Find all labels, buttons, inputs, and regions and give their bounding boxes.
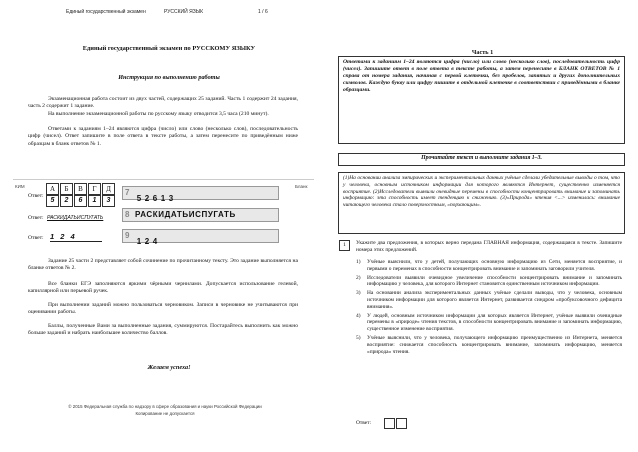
reading-text: (1)На основании анализа эмпирических и экспериментальных данных учёные сделали убедительные выводы о том, что у человека, основным источником информации для которого являются Интернет, существенно изменяется восприятие. (2)Исследователи выявили очевидные перемены в способности концентрировать внимание и запоминать информацию: эта способность имеет тенденцию к снижению. (3)«Природа» чтения <...> изменилась: внимание читающего человека стало поверхностным, «порхающим».: [343, 175, 620, 209]
row-digit: 2: [144, 194, 150, 203]
row-digit: 5: [136, 194, 142, 203]
instruction-paragraph-3: Ответами к заданиям 1–24 являются цифра (число) или слово (несколько слов), последовательность цифр (чисел). Ответ запишите в поле ответа в тексте работы, а затем перенесите по приведённым ниже образцам в бланк ответов № 1.: [28, 126, 298, 147]
row-digit: 4: [152, 237, 158, 246]
footer-copyright: © 2015 Федеральная служба по надзору в сфере образования и науки Российской Федерации: [68, 404, 262, 409]
part-instructions-box: [338, 56, 625, 144]
answer-value-3: 1 2 4: [50, 232, 102, 242]
letter-cell: В: [74, 183, 87, 195]
instruction-paragraph-1: Экзаменационная работа состоит из двух частей, содержащих 25 заданий. Часть 1 содержит 24 задания, часть 2 содержит 1 задание.: [28, 96, 298, 110]
option-2: 2) Исследователи выявили очевидное увеличение способности концентрировать внимание и запоминать информацию у человека, для которого Интернет становится единственным источником информации.: [356, 274, 622, 288]
answer-cell: 6: [74, 195, 87, 207]
task-number: 1: [339, 240, 350, 251]
row-digit: 1: [160, 194, 166, 203]
footer-no-copy: Копирование не допускается: [135, 411, 195, 416]
answer-cells-row: [46, 189, 116, 207]
answer-field[interactable]: [384, 416, 407, 434]
row-digit: 3: [168, 194, 174, 203]
header-subject: РУССКИЙ ЯЗЫК: [164, 9, 204, 15]
options-list: [356, 259, 622, 355]
row-number: 7: [125, 188, 130, 197]
read-task-box: [338, 153, 625, 166]
row-text: РАСКИДАТЬИСПУГАТЬ: [135, 210, 236, 219]
part-instructions: Ответами к заданиям 1–24 являются цифра (число) или слово (несколько слов), последовательность цифр (чисел). Запишите ответ в поле ответа в тексте работы, а затем перенесите в БЛАНК ОТВЕТОВ № 1 справа от номера задания, начиная с первой клеточки, без пробелов, запятых и других дополнительных символов. Каждую букву или цифру пишите в отдельной клеточке в соответствии с приведёнными в бланке образцами.: [343, 59, 620, 94]
letter-cell: А: [46, 183, 59, 195]
page-title: Единый государственный экзамен по РУССКОМУ ЯЗЫКУ: [82, 45, 256, 52]
row-digit: 1: [136, 237, 142, 246]
row-digits: [135, 188, 175, 206]
instruction-paragraph-2: На выполнение экзаменационной работы по русскому языку отводится 3,5 часа (210 минут).: [48, 111, 269, 117]
option-3: 3) На основании анализа экспериментальных данных учёные сделали выводы, что у человека, основным источником информации для которого является Интернет, развивается синдром «пробуксовочного дефицита внимания».: [356, 290, 622, 310]
header-exam-name: Единый государственный экзамен: [66, 9, 146, 15]
kim-label: КИМ: [15, 184, 25, 189]
blank-row-3: [122, 229, 279, 246]
letter-cell: Б: [60, 183, 73, 195]
read-task: Прочитайте текст и выполните задания 1–3.: [421, 155, 542, 161]
letter-cell: Г: [88, 183, 101, 195]
answer-value-2: РАСКИДАТЬИСПУГАТЬ: [47, 215, 104, 221]
blank-label: Бланк: [295, 184, 308, 189]
instruction-paragraph-6: При выполнении заданий можно пользоваться черновиком. Записи в черновике не учитываются при оценивании работы.: [28, 302, 298, 316]
answer-label-3: Ответ:: [28, 235, 44, 241]
reading-text-box: [338, 172, 625, 234]
answer-cell[interactable]: [384, 418, 395, 429]
instruction-paragraph-5: Все бланки ЕГЭ заполняются яркими чёрными чернилами. Допускается использование гелевой, капиллярной или перьевой ручек.: [28, 281, 298, 295]
blank-row-2: [122, 208, 279, 222]
good-luck-text: Желаем успеха!: [147, 364, 191, 371]
answer-cell: 2: [60, 195, 73, 207]
instruction-paragraph-7: Баллы, полученные Вами за выполненные задания, суммируются. Постарайтесь выполнить как можно больше заданий и набрать наибольшее количество баллов.: [28, 323, 298, 337]
answer-label-1: Ответ:: [28, 193, 44, 199]
answer-cell: 1: [88, 195, 101, 207]
row-number: 9: [125, 231, 130, 240]
answer-cell: 3: [102, 195, 115, 207]
answer-label: Ответ:: [356, 420, 372, 426]
row-number: 8: [125, 210, 130, 219]
row-digit: 6: [152, 194, 158, 203]
row-digit: 2: [144, 237, 150, 246]
header-page: 1 / 6: [258, 9, 268, 15]
part-heading: Часть 1: [471, 49, 494, 56]
answer-label-2: Ответ:: [28, 215, 44, 221]
option-5: 5) Учёные выяснили, что у человека, получающего информацию преимущественно из Интернета, меняется восприятие: снижается способность концентрировать внимание, запоминать информацию, меняется «природа» чтения.: [356, 334, 622, 355]
instructions-heading: Инструкция по выполнению работы: [118, 74, 220, 81]
letter-cell: Д: [102, 183, 115, 195]
instruction-paragraph-4: Задание 25 части 2 представляет собой сочинение по прочитанному тексту. Это задание выполняется на бланке ответов № 2.: [28, 258, 298, 272]
option-4: 4) У людей, основным источником информации для которых является Интернет, учёные выявили очевидные перемены в «природе» чтения текстов, в способности концентрировать внимание и запоминать информацию, существенное изменение восприятия.: [356, 312, 622, 333]
blank-row-1: [122, 186, 279, 203]
row-digits: [135, 231, 159, 249]
task-text: Укажите два предложения, в которых верно передана ГЛАВНАЯ информация, содержащаяся в тексте. Запишите номера этих предложений.: [356, 240, 622, 253]
option-1: 1) Учёные выяснили, что у детей, получающих основную информацию из Сети, меняется восприятие, и первыми о переменах в способности концентрировать внимание и запоминать заговорили учителя.: [356, 259, 622, 272]
answer-cell: 5: [46, 195, 59, 207]
answer-cell[interactable]: [396, 418, 407, 429]
